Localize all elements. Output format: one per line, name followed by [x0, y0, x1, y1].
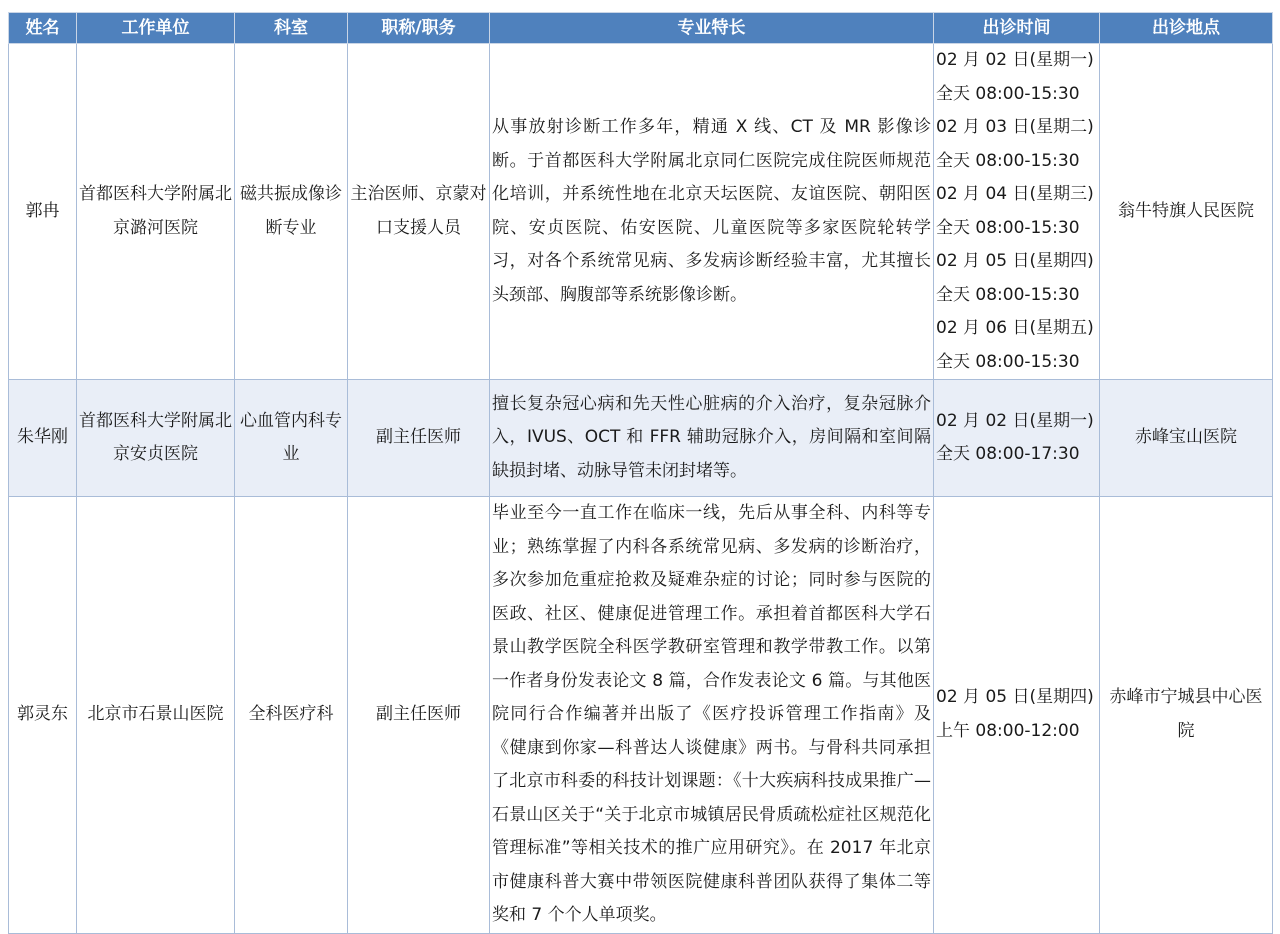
clinic-time-line: 全天 08:00-15:30 [936, 351, 1080, 372]
clinic-time-line: 02 月 04 日(星期三) [936, 184, 1094, 204]
job-title: 副主任医师 [348, 380, 490, 497]
department: 全科医疗科 [235, 497, 348, 934]
clinic-time [934, 497, 1100, 934]
clinic-location: 赤峰宝山医院 [1100, 380, 1273, 497]
clinic-time [934, 380, 1100, 497]
doctor-name: 郭灵东 [9, 497, 77, 934]
header-name: 姓名 [9, 13, 77, 44]
work-unit: 北京市石景山医院 [77, 497, 235, 934]
clinic-location: 赤峰市宁城县中心医院 [1100, 497, 1273, 934]
clinic-time-line: 全天 08:00-15:30 [936, 150, 1080, 171]
clinic-time-line: 02 月 05 日(星期四) [936, 687, 1094, 708]
header-time: 出诊时间 [934, 13, 1100, 44]
clinic-time-line: 02 月 06 日(星期五) [936, 318, 1094, 338]
clinic-time-line: 全天 08:00-15:30 [936, 217, 1080, 238]
clinic-time-line: 上午 08:00-12:00 [936, 720, 1080, 741]
clinic-schedule-table [8, 12, 1273, 934]
work-unit: 首都医科大学附属北京安贞医院 [77, 380, 235, 497]
specialty-text: 擅长复杂冠心病和先天性心脏病的介入治疗，复杂冠脉介入，IVUS、OCT 和 FFR 辅助冠脉介入，房间隔和室间隔缺损封堵、动脉导管未闭封堵等。 [490, 380, 934, 497]
clinic-time-line: 全天 08:00-17:30 [936, 444, 1080, 464]
clinic-time-line: 02 月 02 日(星期一) [936, 50, 1094, 70]
clinic-time-line: 02 月 02 日(星期一) [936, 410, 1094, 431]
specialty-text: 毕业至今一直工作在临床一线，先后从事全科、内科等专业；熟练掌握了内科各系统常见病、多发病的诊断治疗，多次参加危重症抢救及疑难杂症的讨论；同时参与医院的医政、社区、健康促进管理工作。承担着首都医科大学石景山教学医院全科医学教研室管理和教学带教工作。以第一作者身份发表论文 8 篇，合作发表论文 6 篇。与其他医院同行合作编著并出版了《医疗投诉管理工作指南》及《健康到你家—科普达人谈健康》两书。与骨科共同承担了北京市科委的科技计划课题：《十大疾病科技成果推广—石景山区关于“关于北京市城镇居民骨质疏松症社区规范化管理标准”等相关技术的推广应用研究》。在 2017 年北京市健康科普大赛中带领医院健康科普团队获得了集体二等奖和 7 个个人单项奖。 [490, 497, 934, 934]
header-location: 出诊地点 [1100, 13, 1273, 44]
table-row [9, 497, 1273, 934]
header-specialty: 专业特长 [490, 13, 934, 44]
table-row [9, 380, 1273, 497]
doctor-name: 郭冉 [9, 44, 77, 380]
header-unit: 工作单位 [77, 13, 235, 44]
job-title: 主治医师、京蒙对口支援人员 [348, 44, 490, 380]
specialty-text: 从事放射诊断工作多年，精通 X 线、CT 及 MR 影像诊断。于首都医科大学附属北京同仁医院完成住院医师规范化培训，并系统性地在北京天坛医院、友谊医院、朝阳医院、安贞医院、佑安医院、儿童医院等多家医院轮转学习，对各个系统常见病、多发病诊断经验丰富，尤其擅长头颈部、胸腹部等系统影像诊断。 [490, 44, 934, 380]
clinic-time-line: 02 月 03 日(星期二) [936, 117, 1094, 137]
clinic-time-line: 02 月 05 日(星期四) [936, 251, 1094, 271]
clinic-time [934, 44, 1100, 380]
header-dept: 科室 [235, 13, 348, 44]
department: 磁共振成像诊断专业 [235, 44, 348, 380]
job-title: 副主任医师 [348, 497, 490, 934]
doctor-name: 朱华刚 [9, 380, 77, 497]
clinic-location: 翁牛特旗人民医院 [1100, 44, 1273, 380]
department: 心血管内科专业 [235, 380, 348, 497]
table-row [9, 44, 1273, 380]
clinic-time-line: 全天 08:00-15:30 [936, 284, 1080, 305]
clinic-time-line: 全天 08:00-15:30 [936, 83, 1080, 104]
work-unit: 首都医科大学附属北京潞河医院 [77, 44, 235, 380]
table-header-row [9, 13, 1273, 44]
header-title: 职称/职务 [348, 13, 490, 44]
